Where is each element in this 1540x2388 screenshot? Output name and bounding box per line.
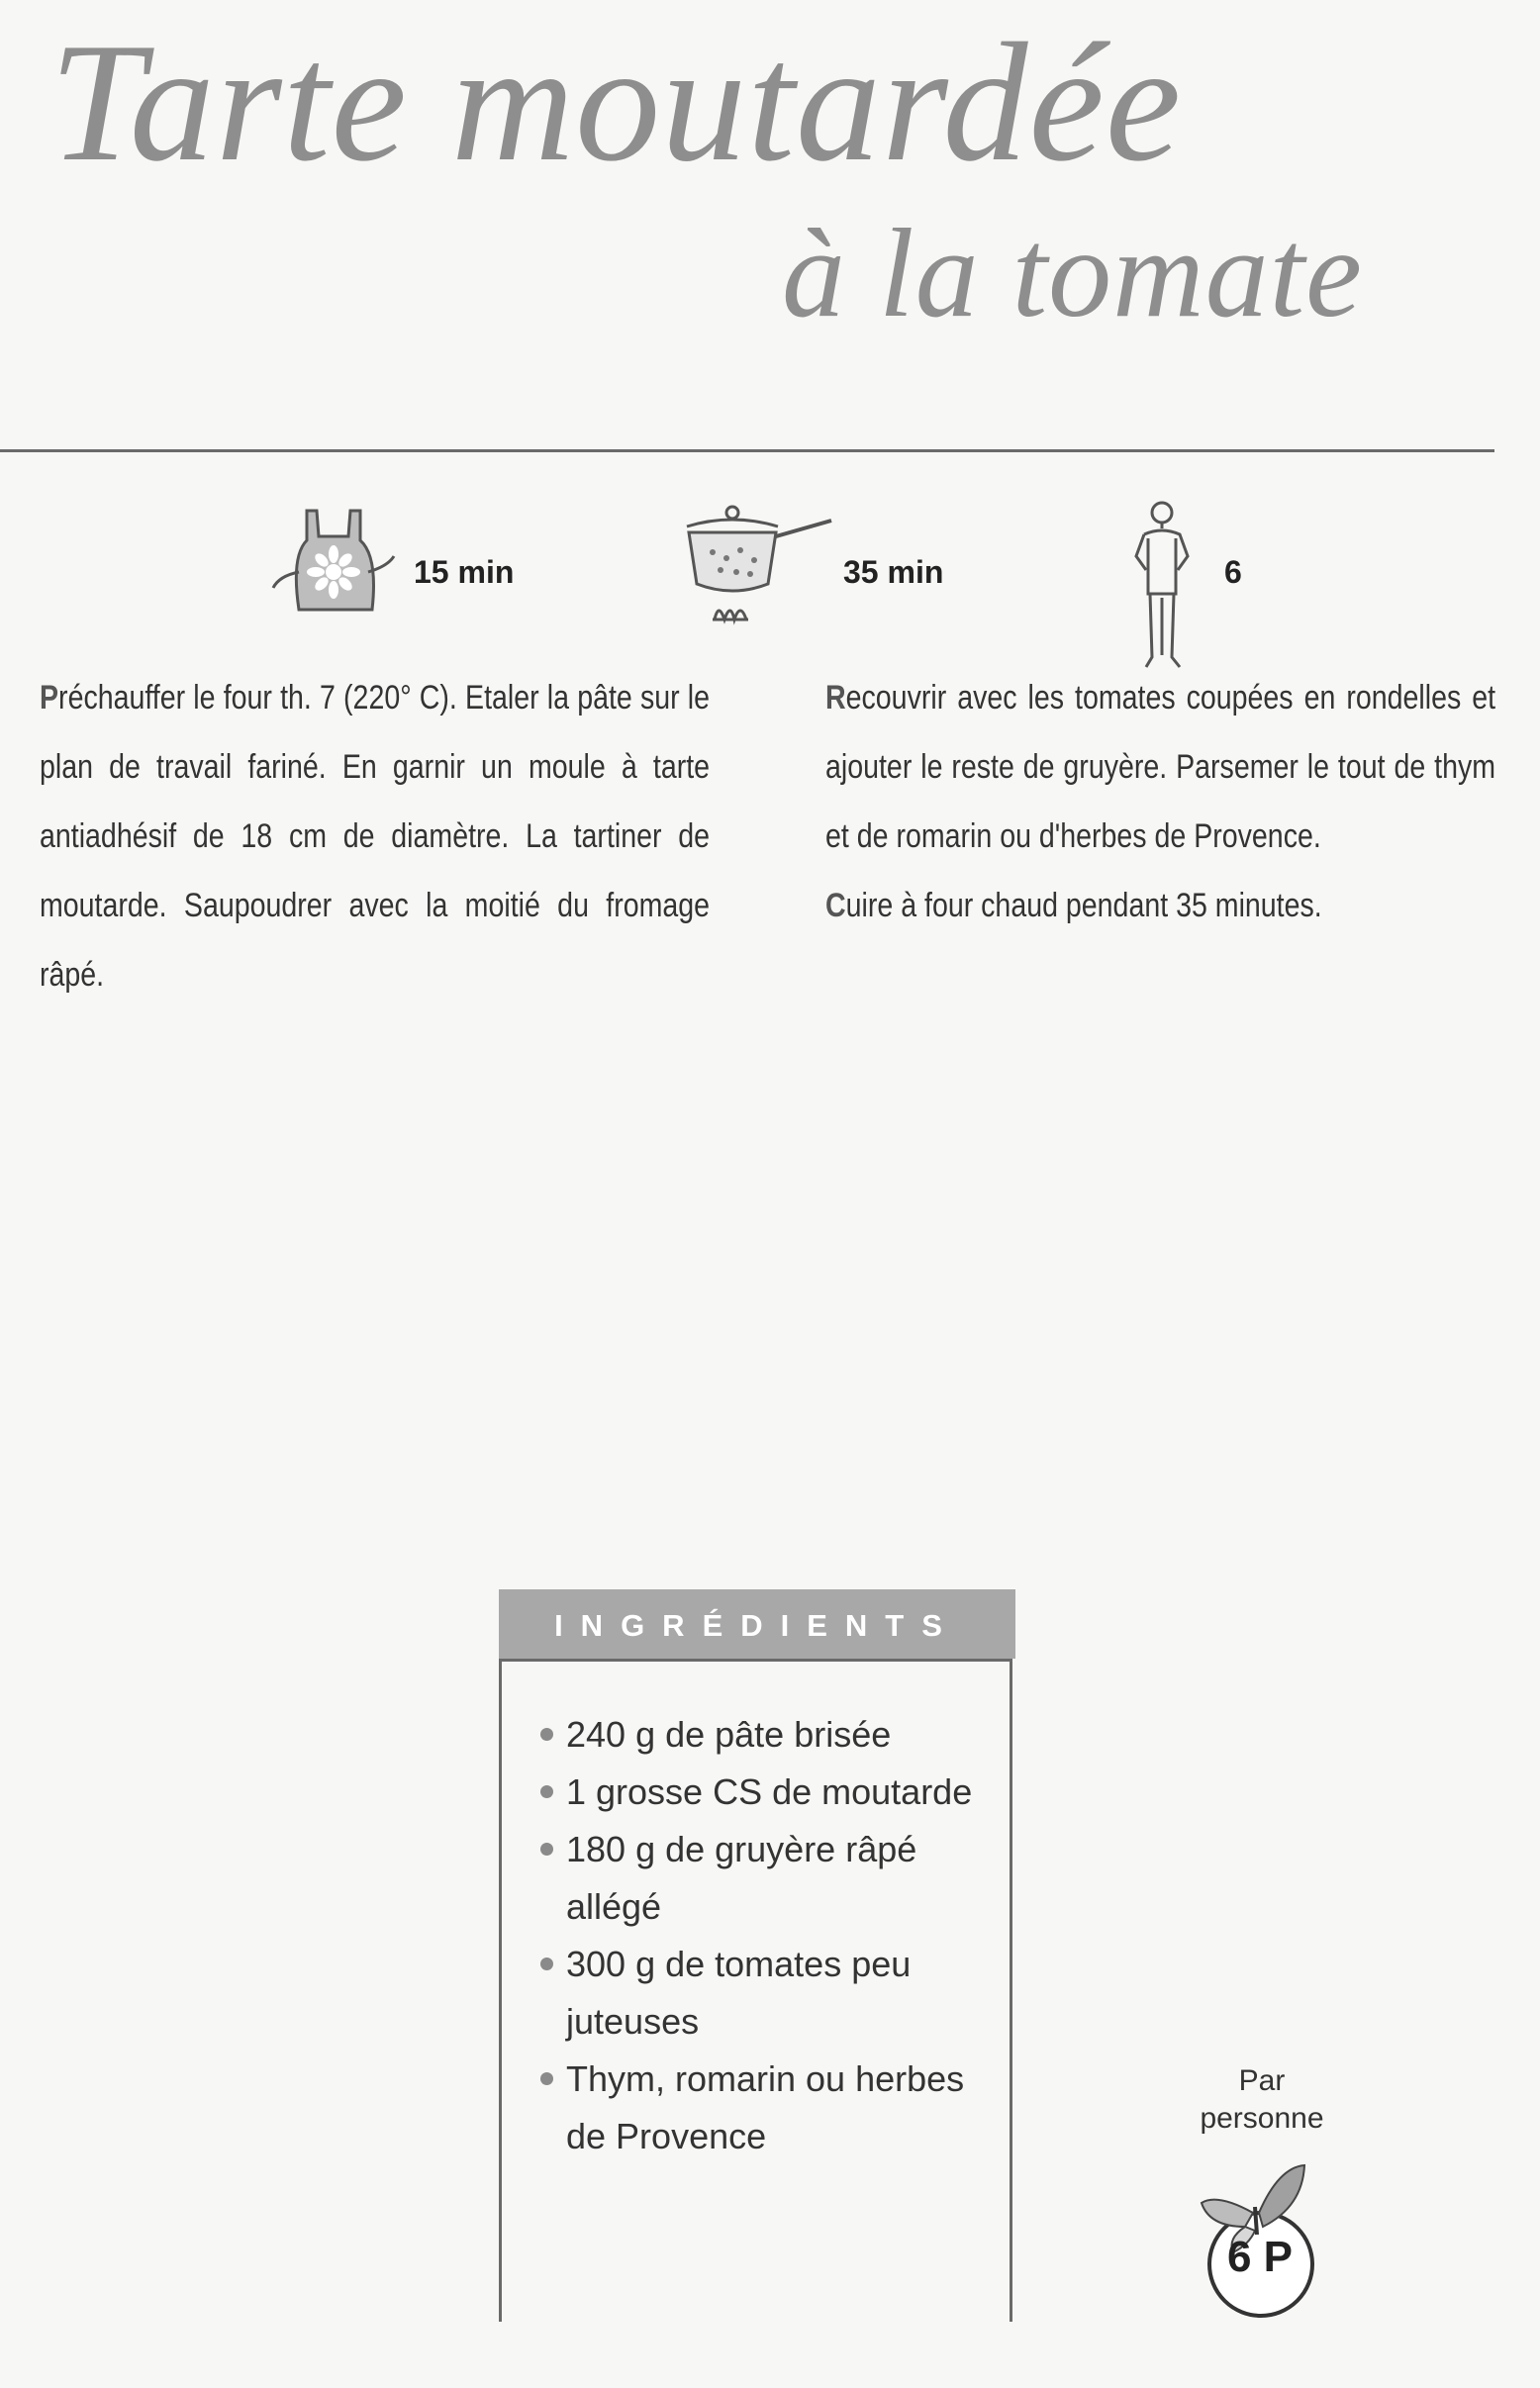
ingredients-list: [536, 1706, 1002, 2165]
points-value: 6 P: [1226, 2233, 1294, 2281]
instruction-paragraph: [825, 663, 1495, 871]
instructions-left: [40, 663, 710, 1009]
ingredients-box: [499, 1589, 1015, 2322]
apron-icon: [269, 507, 398, 616]
instruction-text: ecouvrir avec les tomates coupées en rondelles et ajouter le reste de gruyère. Parsemer le tout de thym et de romarin ou d'herbes de Provence.: [825, 679, 1496, 855]
drop-initial: R: [825, 679, 846, 716]
instruction-paragraph: [40, 663, 710, 1009]
prep-time: 15 min: [414, 554, 515, 590]
instruction-text: réchauffer le four th. 7 (220° C). Etaler la pâte sur le plan de travail fariné. En garnir un moule à tarte antiadhésif de 18 cm de diamètre. La tartiner de moutarde. Saupoudrer avec la moitié du fromage râpé.: [40, 679, 711, 994]
ingredient-item: 240 g de pâte brisée: [536, 1706, 1002, 1764]
ingredient-item: Thym, romarin ou herbes de Provence: [536, 2051, 1002, 2165]
instruction-paragraph: [825, 871, 1495, 940]
drop-initial: C: [825, 887, 846, 924]
ingredients-border-left: [499, 1659, 502, 2322]
cook-time: 35 min: [843, 554, 944, 590]
title-line-2: à la tomate: [782, 203, 1363, 343]
person-icon: [1118, 499, 1207, 677]
points-label-line-1: Par: [1238, 2064, 1286, 2097]
ingredients-divider: [499, 1659, 1012, 1662]
ingredients-header: INGRÉDIENTS: [499, 1589, 1015, 1659]
instruction-text: uire à four chaud pendant 35 minutes.: [845, 887, 1322, 924]
cooking-pot-icon: [669, 503, 837, 631]
instructions-right: [825, 663, 1495, 940]
title-divider: [0, 449, 1494, 452]
ingredient-item: 300 g de tomates peu juteuses: [536, 1936, 1002, 2051]
title-line-1: Tarte moutardée: [49, 9, 1183, 197]
points-label-line-2: personne: [1200, 2102, 1324, 2135]
servings: 6: [1224, 554, 1242, 590]
ingredients-border-right: [1010, 1659, 1012, 2322]
drop-initial: P: [40, 679, 59, 716]
ingredient-item: 180 g de gruyère râpé allégé: [536, 1821, 1002, 1936]
points-label: [1168, 2062, 1356, 2138]
ingredient-item: 1 grosse CS de moutarde: [536, 1764, 1002, 1821]
